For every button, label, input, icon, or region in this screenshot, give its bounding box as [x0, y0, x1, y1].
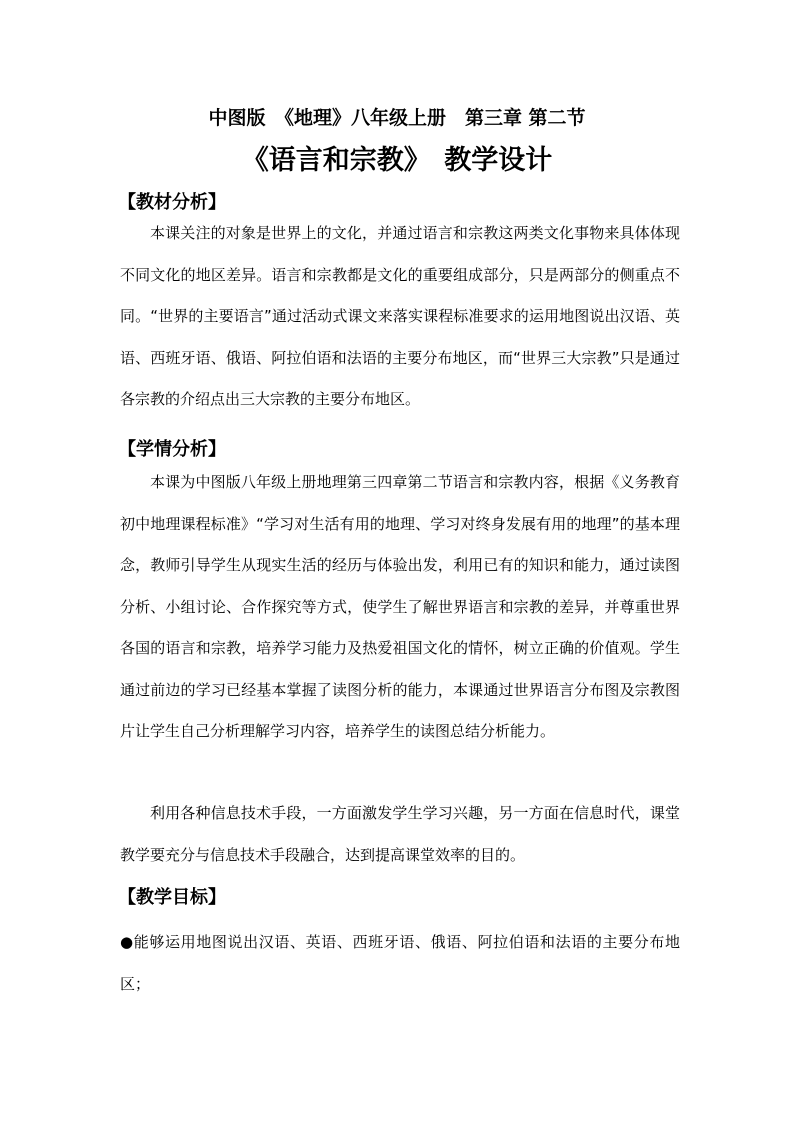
- objective-item: ●能够运用地图说出汉语、英语、西班牙语、俄语、阿拉伯语和法语的主要分布地区；: [120, 933, 680, 993]
- paragraph-textbook-analysis: 本课关注的对象是世界上的文化，并通过语言和宗教这两类文化事物来具体体现不同文化的地区差异。语言和宗教都是文化的重要组成部分，只是两部分的侧重点不同。“世界的主要语言”通过活动式课文来落实课程标准要求的运用地图说出汉语、英语、西班牙语、俄语、阿拉伯语和法语的主要分布地区，而“世界三大宗教”只是通过各宗教的介绍点出三大宗教的主要分布地区。: [120, 224, 680, 408]
- document-title: 《语言和宗教》 教学设计: [241, 145, 553, 176]
- document-subtitle: 中图版 《地理》八年级上册 第三章 第二节: [208, 107, 586, 129]
- paragraph-student-analysis: 本课为中图版八年级上册地理第三四章第二节语言和宗教内容，根据《义务教育初中地理课程标准》“学习对生活有用的地理、学习对终身发展有用的地理”的基本理念，教师引导学生从现实生活的经历与体验出发，利用已有的知识和能力，通过读图分析、小组讨论、合作探究等方式，使学生了解世界语言和宗教的差异，并尊重世界各国的语言和宗教，培养学习能力及热爱祖国文化的情怀，树立正确的价值观。学生通过前边的学习已经基本掌握了读图分析的能力，本课通过世界语言分布图及宗教图片让学生自己分析理解学习内容，培养学生的读图总结分析能力。: [120, 473, 680, 740]
- section-heading-textbook-analysis: 【教材分析】: [118, 192, 226, 213]
- section-heading-teaching-objectives: 【教学目标】: [118, 887, 226, 908]
- paragraph-it-integration: 利用各种信息技术手段，一方面激发学生学习兴趣，另一方面在信息时代，课堂教学要充分与信息技术手段融合，达到提高课堂效率的目的。: [120, 804, 680, 864]
- section-heading-student-analysis: 【学情分析】: [118, 439, 226, 460]
